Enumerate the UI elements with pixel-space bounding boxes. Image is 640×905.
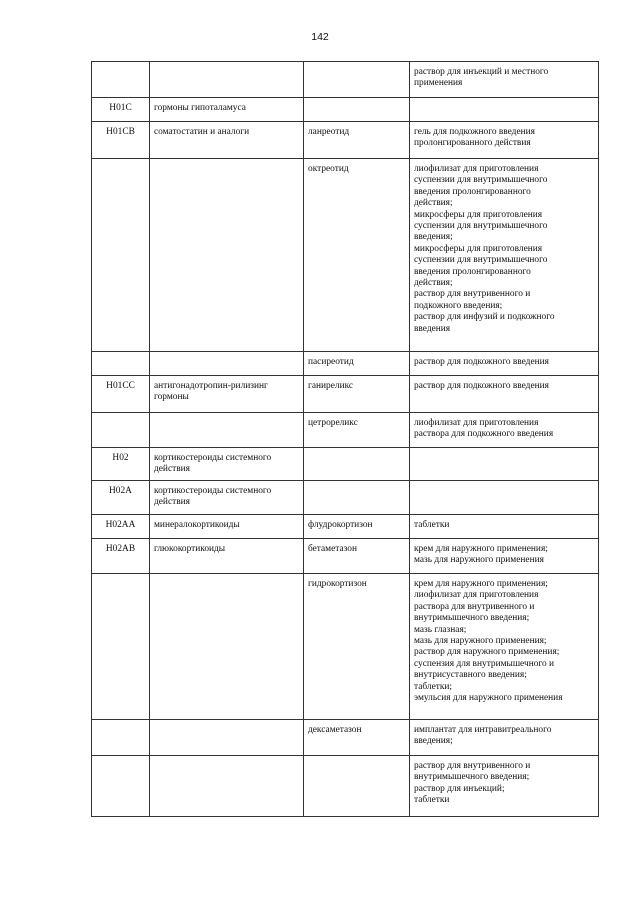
dosage-forms-cell: [410, 122, 599, 159]
drug-name-cell: бетаметазон: [304, 539, 410, 574]
dosage-forms-cell: [410, 574, 599, 720]
dosage-forms-cell: [410, 376, 599, 413]
drug-table: [91, 61, 599, 817]
atc-code-cell: H02A: [92, 481, 150, 515]
drug-table-body: [92, 62, 599, 817]
drug-name-cell: [304, 62, 410, 98]
atc-code-cell: [92, 574, 150, 720]
atc-code-cell: [92, 756, 150, 817]
group-name-cell: [150, 574, 304, 720]
dosage-form-line: введения пролонгированного: [414, 186, 531, 197]
group-name-cell: глюкокортикоиды: [150, 539, 304, 574]
dosage-form-line: эмульсия для наружного применения: [414, 693, 563, 704]
dosage-forms-cell: [410, 481, 599, 515]
dosage-form-line: микросферы для приготовления: [414, 209, 543, 220]
dosage-form-line: лиофилизат для приготовления: [414, 164, 539, 174]
dosage-form-line: внутримышечного введения;: [414, 772, 530, 783]
table-row: [92, 574, 599, 720]
atc-code-cell: H01CB: [92, 122, 150, 159]
dosage-form-line: пролонгированного действия: [414, 138, 531, 149]
dosage-form-line: раствор для внутривенного и: [414, 761, 531, 771]
dosage-form-line: внутрисуставного введения;: [414, 670, 527, 681]
dosage-form-line: подкожного введения;: [414, 300, 503, 311]
dosage-form-line: раствор для инъекций и местного: [414, 67, 549, 77]
group-name-cell: минералокортикоиды: [150, 515, 304, 539]
dosage-form-line: введения;: [414, 736, 453, 747]
dosage-form-line: мазь для наружного применения;: [414, 636, 547, 647]
dosage-form-line: микросферы для приготовления: [414, 243, 543, 254]
dosage-forms-cell: [410, 159, 599, 352]
drug-name-cell: дексаметазон: [304, 720, 410, 756]
dosage-form-line: применения: [414, 78, 463, 89]
group-name-cell: [150, 62, 304, 98]
drug-name-cell: цетрореликс: [304, 413, 410, 448]
atc-code-cell: [92, 352, 150, 376]
dosage-forms-cell: [410, 756, 599, 817]
table-row: [92, 756, 599, 817]
dosage-form-line: раствор для подкожного введения: [414, 357, 549, 367]
dosage-forms-cell: [410, 352, 599, 376]
table-row: [92, 62, 599, 98]
table-row: [92, 98, 599, 122]
dosage-form-line: лиофилизат для приготовления: [414, 418, 539, 428]
atc-code-cell: [92, 413, 150, 448]
dosage-forms-cell: [410, 720, 599, 756]
dosage-form-line: крем для наружного применения;: [414, 544, 548, 554]
dosage-form-line: раствора для внутривенного и: [414, 601, 535, 612]
atc-code-cell: [92, 62, 150, 98]
dosage-form-line: раствор для подкожного введения: [414, 381, 549, 391]
dosage-form-line: имплантат для интравитреального: [414, 725, 552, 735]
group-name-cell: кортикостероиды системного действия: [150, 448, 304, 481]
group-name-cell: [150, 756, 304, 817]
group-name-cell: [150, 159, 304, 352]
dosage-form-line: раствор для внутривенного и: [414, 289, 531, 300]
dosage-form-line: раствор для инфузий и подкожного: [414, 312, 555, 323]
dosage-form-line: введения пролонгированного: [414, 266, 531, 277]
table-row: [92, 539, 599, 574]
drug-name-cell: октреотид: [304, 159, 410, 352]
atc-code-cell: H02: [92, 448, 150, 481]
dosage-form-line: мазь глазная;: [414, 624, 467, 635]
dosage-form-line: суспензии для внутримышечного: [414, 221, 548, 232]
atc-code-cell: [92, 159, 150, 352]
group-name-cell: [150, 352, 304, 376]
atc-code-cell: H02AB: [92, 539, 150, 574]
table-row: [92, 481, 599, 515]
dosage-form-line: суспензия для внутримышечного и: [414, 658, 555, 669]
drug-name-cell: [304, 756, 410, 817]
dosage-form-line: действия;: [414, 198, 453, 209]
table-row: [92, 352, 599, 376]
group-name-cell: [150, 413, 304, 448]
table-row: [92, 720, 599, 756]
dosage-forms-cell: [410, 62, 599, 98]
dosage-form-line: введения: [414, 323, 451, 334]
dosage-form-line: раствора для подкожного введения: [414, 429, 554, 440]
dosage-form-line: внутримышечного введения;: [414, 613, 530, 624]
dosage-form-line: введения;: [414, 232, 453, 243]
dosage-forms-cell: [410, 98, 599, 122]
dosage-forms-cell: [410, 539, 599, 574]
atc-code-cell: H01C: [92, 98, 150, 122]
dosage-form-line: суспензии для внутримышечного: [414, 175, 548, 186]
drug-name-cell: пасиреотид: [304, 352, 410, 376]
dosage-form-line: раствор для инъекций;: [414, 783, 505, 794]
dosage-form-line: действия;: [414, 278, 453, 289]
dosage-form-line: крем для наружного применения;: [414, 579, 548, 589]
dosage-forms-cell: [410, 448, 599, 481]
drug-name-cell: гидрокортизон: [304, 574, 410, 720]
table-row: [92, 515, 599, 539]
dosage-form-line: лиофилизат для приготовления: [414, 590, 539, 601]
group-name-cell: [150, 720, 304, 756]
group-name-cell: гормоны гипоталамуса: [150, 98, 304, 122]
page-number: 142: [311, 31, 329, 43]
group-name-cell: антигонадотропин-рилизинг гормоны: [150, 376, 304, 413]
atc-code-cell: H01CC: [92, 376, 150, 413]
atc-code-cell: H02AA: [92, 515, 150, 539]
dosage-form-line: таблетки;: [414, 681, 453, 692]
dosage-forms-cell: [410, 413, 599, 448]
drug-name-cell: ганиреликс: [304, 376, 410, 413]
drug-name-cell: [304, 98, 410, 122]
table-row: [92, 159, 599, 352]
group-name-cell: соматостатин и аналоги: [150, 122, 304, 159]
dosage-form-line: таблетки: [414, 795, 450, 806]
dosage-form-line: мазь для наружного применения: [414, 555, 544, 566]
dosage-form-line: гель для подкожного введения: [414, 127, 535, 137]
drug-name-cell: флудрокортизон: [304, 515, 410, 539]
table-row: [92, 376, 599, 413]
drug-name-cell: ланреотид: [304, 122, 410, 159]
dosage-form-line: раствор для наружного применения;: [414, 647, 560, 658]
group-name-cell: кортикостероиды системного действия: [150, 481, 304, 515]
drug-name-cell: [304, 481, 410, 515]
atc-code-cell: [92, 720, 150, 756]
dosage-form-line: таблетки: [414, 520, 450, 530]
dosage-form-line: суспензии для внутримышечного: [414, 255, 548, 266]
drug-name-cell: [304, 448, 410, 481]
dosage-forms-cell: [410, 515, 599, 539]
table-row: [92, 122, 599, 159]
table-row: [92, 448, 599, 481]
table-row: [92, 413, 599, 448]
